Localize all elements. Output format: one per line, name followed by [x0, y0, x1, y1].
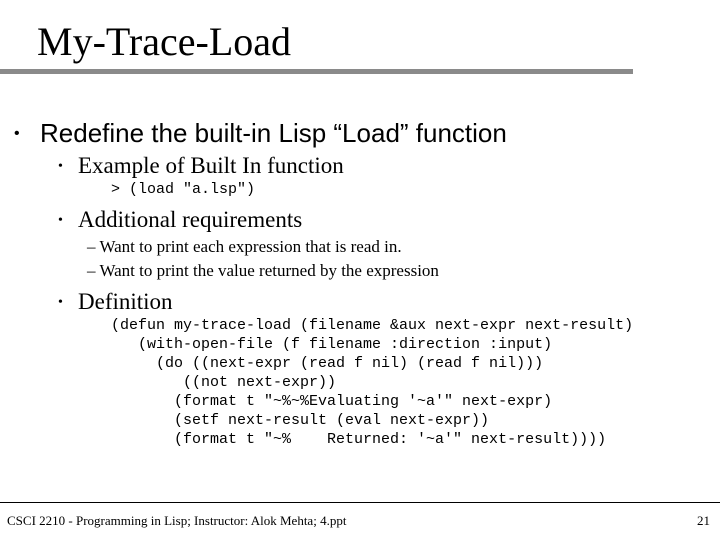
sub-bullet-example — [58, 153, 344, 180]
sub-bullet-marker: • — [58, 295, 63, 310]
bullet-text: Redefine the built-in Lisp “Load” function — [40, 118, 507, 148]
code-line: (format t "~%~%Evaluating '~a'" next-expr) — [111, 393, 553, 410]
sub-bullet-text: Additional requirements — [78, 207, 303, 232]
title-divider — [0, 69, 633, 74]
footer-divider — [0, 502, 720, 503]
bullet-marker: • — [14, 125, 20, 142]
code-line: (do ((next-expr (read f nil) (read f nil))) — [111, 355, 544, 372]
code-line: (with-open-file (f filename :direction :input) — [111, 336, 553, 353]
code-line: (setf next-result (eval next-expr)) — [111, 412, 490, 429]
sub-bullet-marker: • — [58, 159, 63, 174]
sub-bullet-text: Example of Built In function — [78, 153, 344, 178]
example-code: > (load "a.lsp") — [111, 181, 256, 198]
definition-code — [111, 316, 633, 449]
code-line: (defun my-trace-load (filename &aux next-expr next-result) — [111, 317, 634, 334]
slide-title: My-Trace-Load — [37, 19, 292, 64]
code-line: ((not next-expr)) — [111, 374, 337, 391]
requirement-item: – Want to print the value returned by the expression — [87, 261, 439, 280]
code-line: (format t "~% Returned: '~a'" next-result)))) — [111, 431, 607, 448]
sub-bullet-text: Definition — [78, 289, 173, 314]
sub-bullet-requirements — [58, 207, 302, 234]
footer-course: CSCI 2210 - Programming in Lisp; Instructor: Alok Mehta; 4.ppt — [7, 513, 347, 528]
requirement-item: – Want to print each expression that is read in. — [87, 237, 402, 256]
sub-bullet-definition — [58, 289, 173, 316]
page-number: 21 — [697, 513, 710, 528]
bullet-redefine-load — [14, 118, 507, 149]
sub-bullet-marker: • — [58, 213, 63, 228]
